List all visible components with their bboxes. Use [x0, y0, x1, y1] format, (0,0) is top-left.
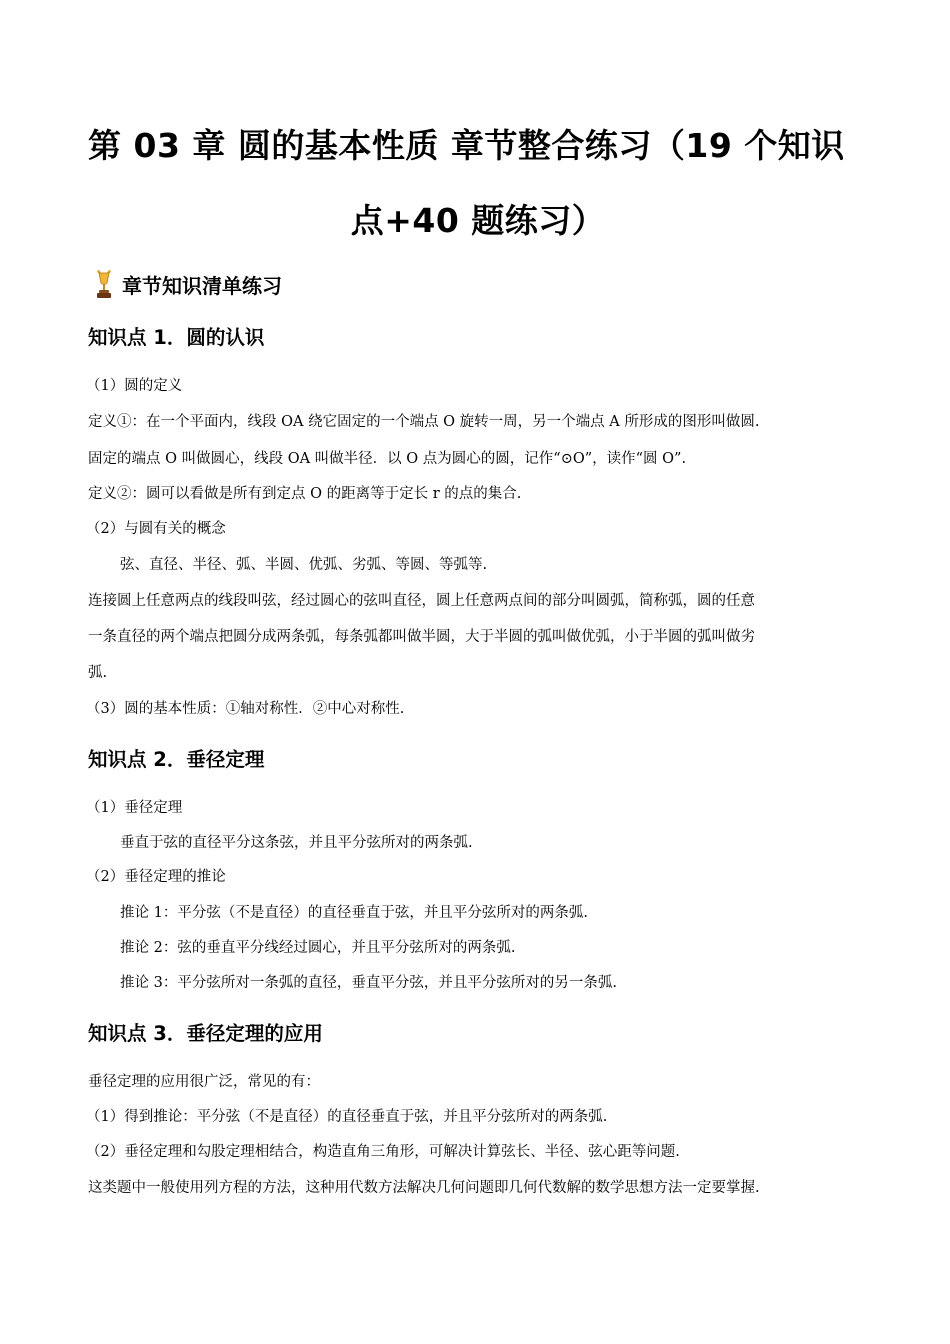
topic-2-line: 推论 2：弦的垂直平分线经过圆心，并且平分弦所对的两条弧.: [120, 940, 516, 956]
trophy-icon: [92, 269, 116, 299]
topic-2-line: 垂直于弦的直径平分这条弦，并且平分弦所对的两条弧.: [120, 835, 473, 851]
topic-2-heading: 知识点 2．垂径定理: [88, 748, 265, 771]
topic-1-line: 固定的端点 O 叫做圆心，线段 OA 叫做半径．以 O 点为圆心的圆，记作“⊙O”，读作“圆 O”.: [88, 451, 687, 467]
document-title-line-1: 第 03 章 圆的基本性质 章节整合练习（19 个知识: [88, 126, 845, 165]
topic-3-line: （1）得到推论：平分弦（不是直径）的直径垂直于弦，并且平分弦所对的两条弧.: [86, 1109, 608, 1125]
document-title-line-2: 点+40 题练习）: [350, 201, 606, 240]
topic-3-line: 这类题中一般使用列方程的方法，这种用代数方法解决几何问题即几何代数解的数学思想方法一定要掌握.: [88, 1180, 760, 1196]
topic-1-line: 弧.: [88, 665, 108, 681]
topic-1-line: 一条直径的两个端点把圆分成两条弧，每条弧都叫做半圆，大于半圆的弧叫做优弧，小于半圆的弧叫做劣: [88, 629, 755, 645]
topic-1-line: 连接圆上任意两点的线段叫弦，经过圆心的弦叫直径，圆上任意两点间的部分叫圆弧，简称弧，圆的任意: [88, 593, 755, 609]
topic-2-line: 推论 3：平分弦所对一条弧的直径，垂直平分弦，并且平分弦所对的另一条弧.: [120, 975, 617, 991]
section-header: [92, 266, 282, 302]
topic-1-heading: 知识点 1．圆的认识: [88, 326, 265, 349]
topic-1-line: 定义①：在一个平面内，线段 OA 绕它固定的一个端点 O 旋转一周，另一个端点 A 所形成的图形叫做圆.: [88, 414, 760, 430]
topic-1-line: （3）圆的基本性质：①轴对称性．②中心对称性.: [86, 701, 405, 717]
topic-2-line: 推论 1：平分弦（不是直径）的直径垂直于弦，并且平分弦所对的两条弧.: [120, 905, 588, 921]
topic-2-line: （1）垂径定理: [86, 800, 183, 816]
topic-1-line: （1）圆的定义: [86, 378, 183, 394]
topic-2-line: （2）垂径定理的推论: [86, 869, 226, 885]
topic-1-line: 定义②：圆可以看做是所有到定点 O 的距离等于定长 r 的点的集合.: [88, 486, 522, 502]
section-label: 章节知识清单练习: [122, 273, 282, 298]
topic-1-line: （2）与圆有关的概念: [86, 521, 226, 537]
topic-3-line: 垂径定理的应用很广泛，常见的有：: [88, 1074, 320, 1090]
topic-3-line: （2）垂径定理和勾股定理相结合，构造直角三角形，可解决计算弦长、半径、弦心距等问题.: [86, 1144, 680, 1160]
topic-3-heading: 知识点 3．垂径定理的应用: [88, 1022, 323, 1045]
topic-1-line: 弦、直径、半径、弧、半圆、优弧、劣弧、等圆、等弧等.: [120, 557, 488, 573]
